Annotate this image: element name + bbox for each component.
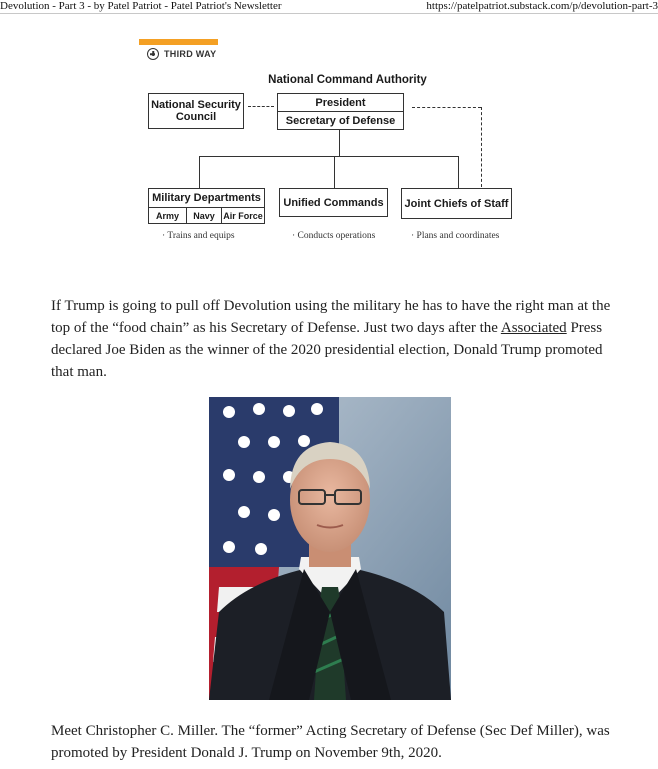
air-force-box: Air Force <box>221 207 265 224</box>
page-url[interactable]: https://patelpatriot.substack.com/p/devolution-part-3 <box>426 0 658 12</box>
unified-drop-line <box>334 156 335 188</box>
joint-chiefs-box: Joint Chiefs of Staff <box>401 188 512 219</box>
nca-title: National Command Authority <box>268 74 427 86</box>
jcs-dashed-link-h <box>412 107 481 108</box>
third-way-logo-icon <box>147 48 159 60</box>
mildept-drop-line <box>199 156 200 188</box>
nsc-box: National Security Council <box>148 93 244 129</box>
navy-box: Navy <box>186 207 222 224</box>
army-box: Army <box>148 207 187 224</box>
article-paragraph <box>51 295 611 383</box>
branch-line <box>199 156 459 157</box>
unified-commands-box: Unified Commands <box>279 188 388 217</box>
portrait-photo <box>209 397 451 700</box>
brand-label: THIRD WAY <box>164 49 217 59</box>
paragraph-text: If Trump is going to pull off Devolution using the military he has to have the right man at the top of the “food chain” as his Secretary of Defense. Just two days after the <box>51 298 611 336</box>
nsc-dashed-link <box>248 106 274 107</box>
military-departments-box: Military Departments <box>148 188 265 208</box>
jcs-drop-line <box>458 156 459 188</box>
paragraph-text: Press declared Joe Biden as the winner of the 2020 presidential election, Donald Trump promoted that man. <box>51 320 603 380</box>
command-structure-diagram <box>0 0 658 260</box>
secdef-trunk-line <box>339 130 340 157</box>
associated-link[interactable]: Associated <box>500 320 567 336</box>
jcs-dashed-link-v <box>481 107 482 187</box>
article-paragraph: Meet Christopher C. Miller. The “former” Acting Secretary of Defense (Sec Def Miller), was promoted by President Donald J. Trump on November 9th, 2020. <box>51 723 610 761</box>
secdef-box: Secretary of Defense <box>277 111 404 130</box>
note-operations: · Conducts operations <box>292 231 376 241</box>
president-box: President <box>277 93 404 112</box>
window-title: Devolution - Part 3 - by Patel Patriot - Patel Patriot's Newsletter <box>0 0 282 12</box>
note-plans: · Plans and coordinates <box>411 231 500 241</box>
brand-accent-bar <box>139 39 218 45</box>
note-trains: · Trains and equips <box>162 231 235 241</box>
